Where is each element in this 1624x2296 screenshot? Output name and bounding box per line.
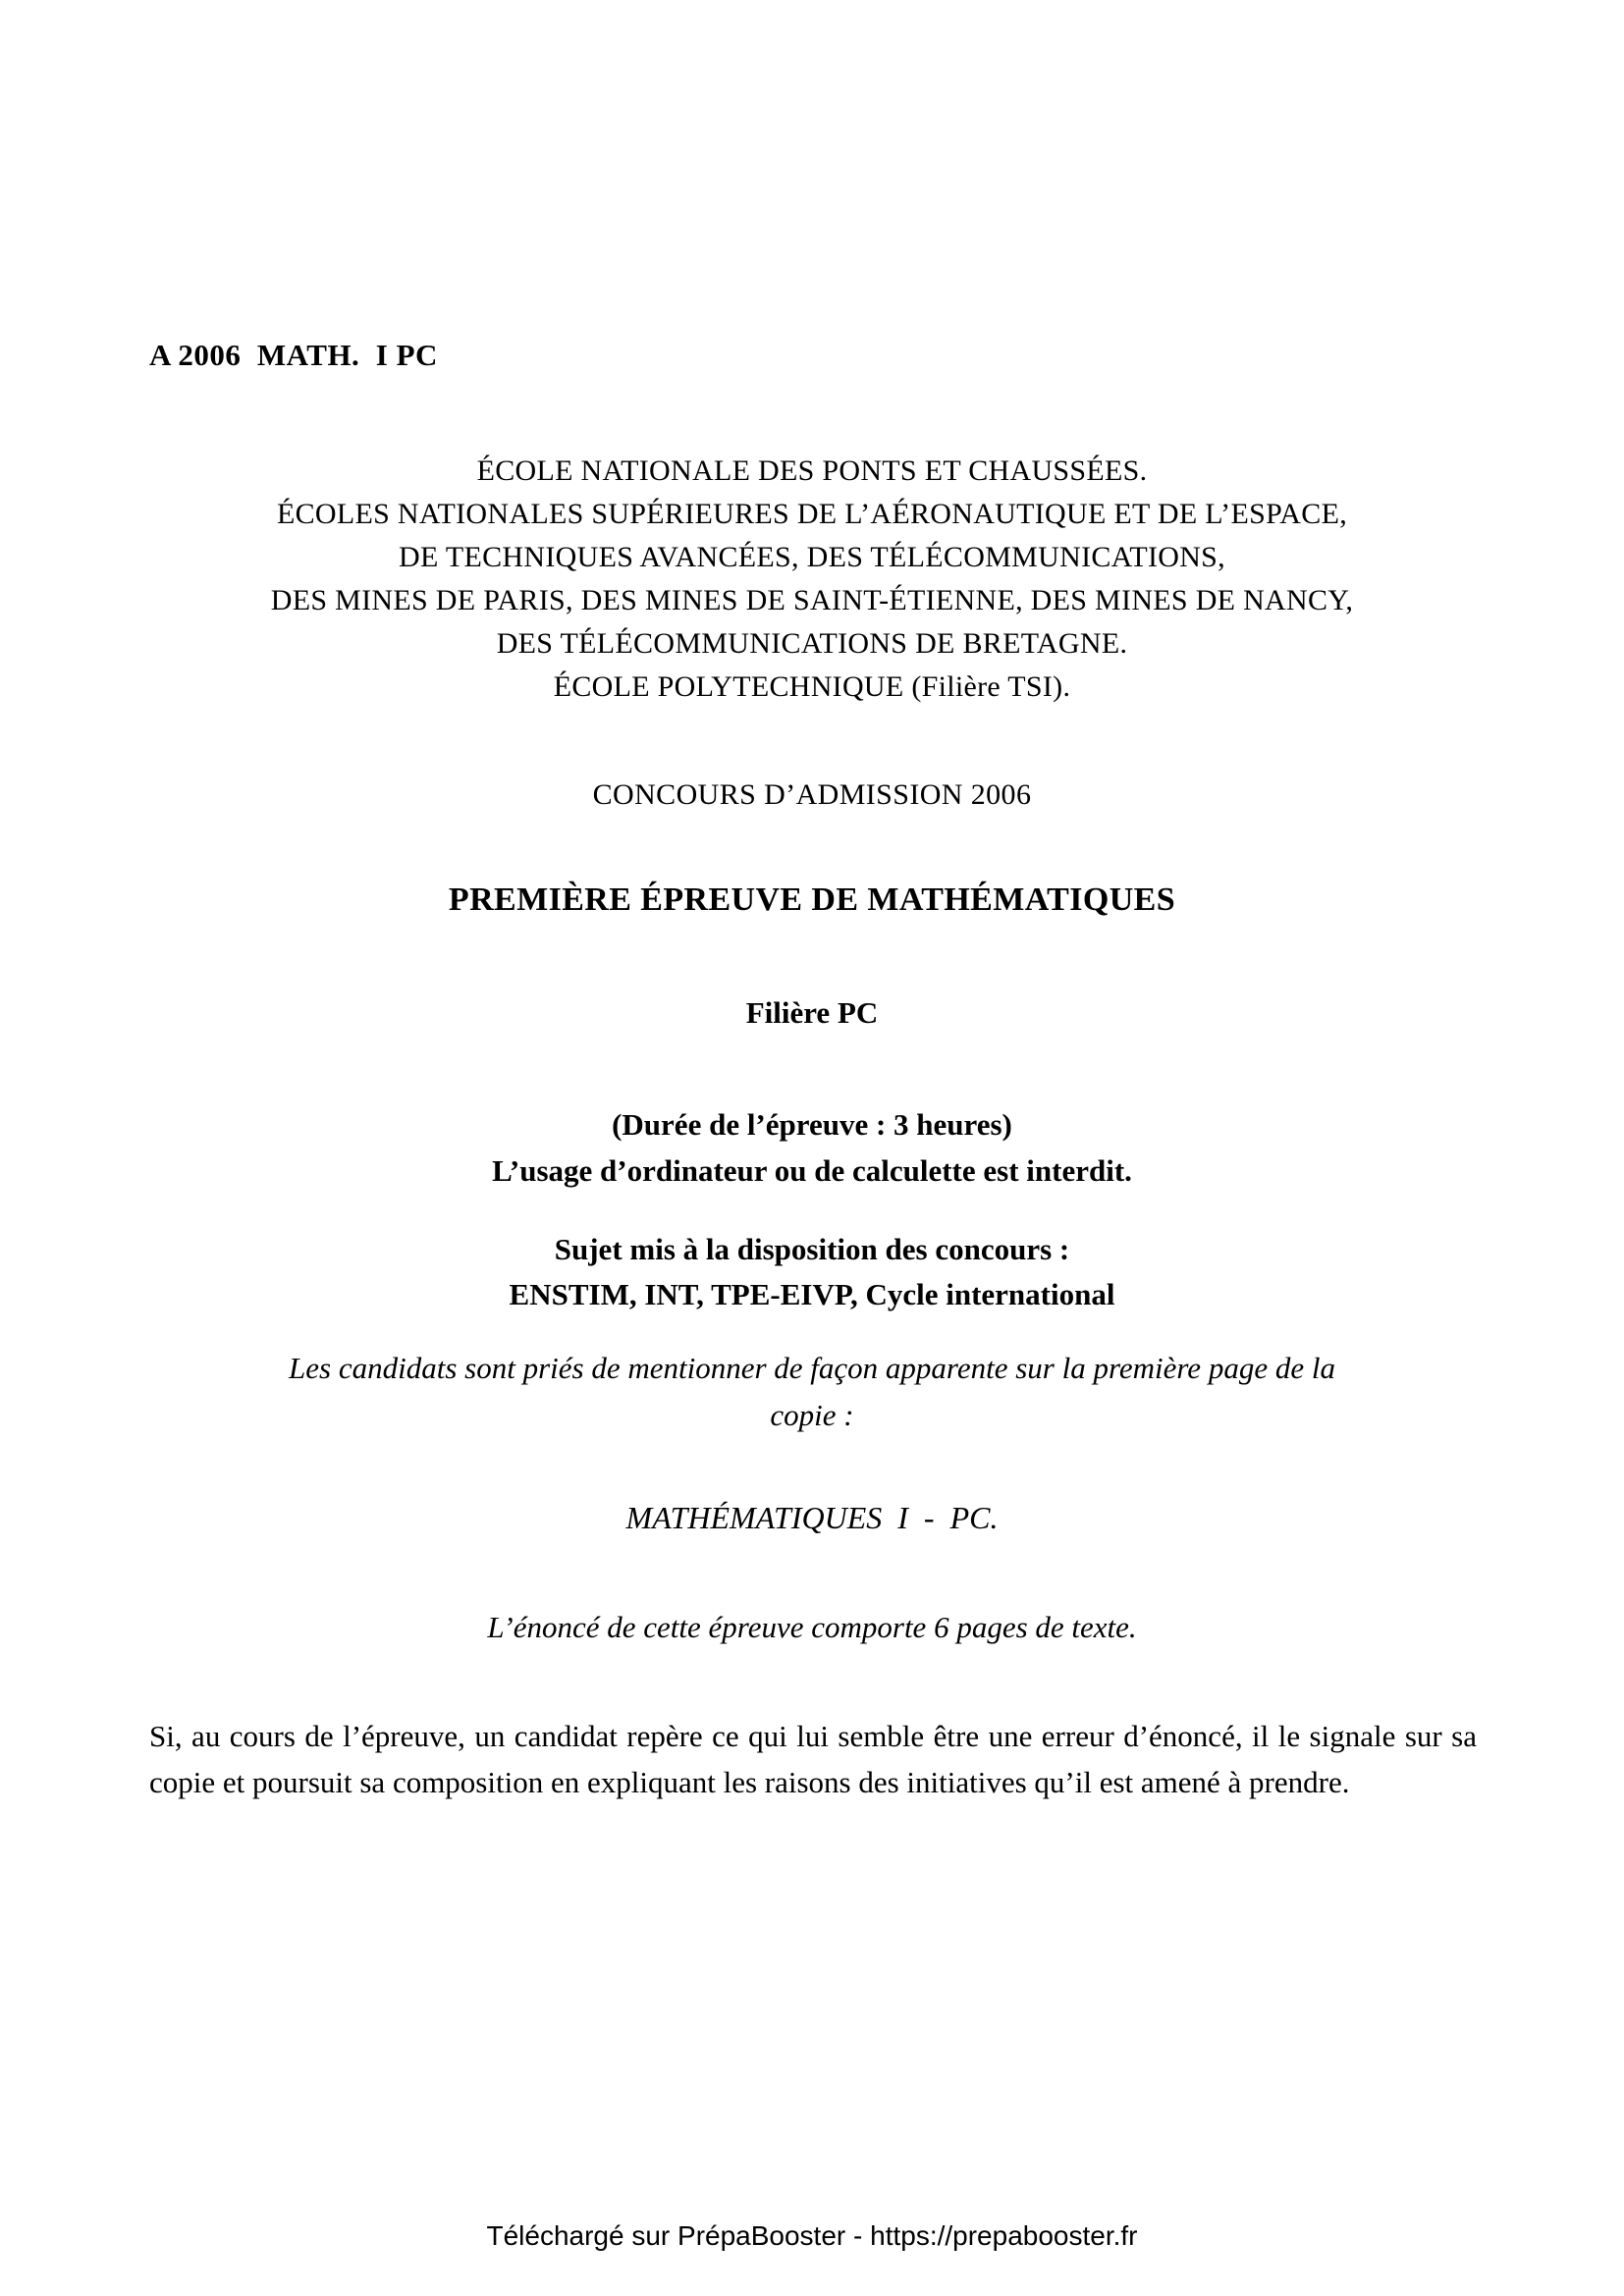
subject-label: MATHÉMATIQUES I - PC. <box>625 1500 999 1535</box>
calculator-rule-line: L’usage d’ordinateur ou de calculette est interdit. <box>492 1153 1132 1188</box>
school-line: DES MINES DE PARIS, DES MINES DE SAINT-ÉTIENNE, DES MINES DE NANCY, <box>270 584 1354 616</box>
school-line: DES TÉLÉCOMMUNICATIONS DE BRETAGNE. <box>496 627 1128 660</box>
filiere-label: Filière PC <box>745 995 879 1030</box>
exam-reference-code: A 2006 MATH. I PC <box>149 338 438 372</box>
candidates-note-line2: copie : <box>770 1398 854 1432</box>
shared-subject-block <box>0 1227 1624 1317</box>
erratum-instructions-paragraph: Si, au cours de l’épreuve, un candidat repère ce qui lui semble être une erreur d’énoncé, il le signale sur sa copie et poursuit sa composition en expliquant les raisons des initiatives qu’il est amené à prendre. <box>149 1719 1477 1799</box>
schools-list <box>0 450 1624 709</box>
epreuve-title: PREMIÈRE ÉPREUVE DE MATHÉMATIQUES <box>448 881 1176 918</box>
duration-line: (Durée de l’épreuve : 3 heures) <box>612 1107 1012 1142</box>
shared-subject-intro: Sujet mis à la disposition des concours : <box>554 1232 1070 1266</box>
shared-subject-schools: ENSTIM, INT, TPE-EIVP, Cycle international <box>509 1277 1115 1311</box>
duration-rules-block <box>0 1101 1624 1194</box>
school-line: ÉCOLE POLYTECHNIQUE (Filière TSI). <box>553 670 1071 703</box>
concours-admission-title: CONCOURS D’ADMISSION 2006 <box>592 778 1032 811</box>
page-count-note: L’énoncé de cette épreuve comporte 6 pages de texte. <box>487 1610 1137 1644</box>
candidates-note-line1: Les candidats sont priés de mentionner de façon apparente sur la première page de la <box>289 1351 1335 1385</box>
school-line: DE TECHNIQUES AVANCÉES, DES TÉLÉCOMMUNICATIONS, <box>399 541 1225 573</box>
school-line: ÉCOLES NATIONALES SUPÉRIEURES DE L’AÉRONAUTIQUE ET DE L’ESPACE, <box>276 498 1348 530</box>
candidates-note <box>0 1345 1624 1439</box>
download-source-footer: Téléchargé sur PrépaBooster - https://prepabooster.fr <box>486 2220 1138 2251</box>
school-line: ÉCOLE NATIONALE DES PONTS ET CHAUSSÉES. <box>476 454 1148 487</box>
